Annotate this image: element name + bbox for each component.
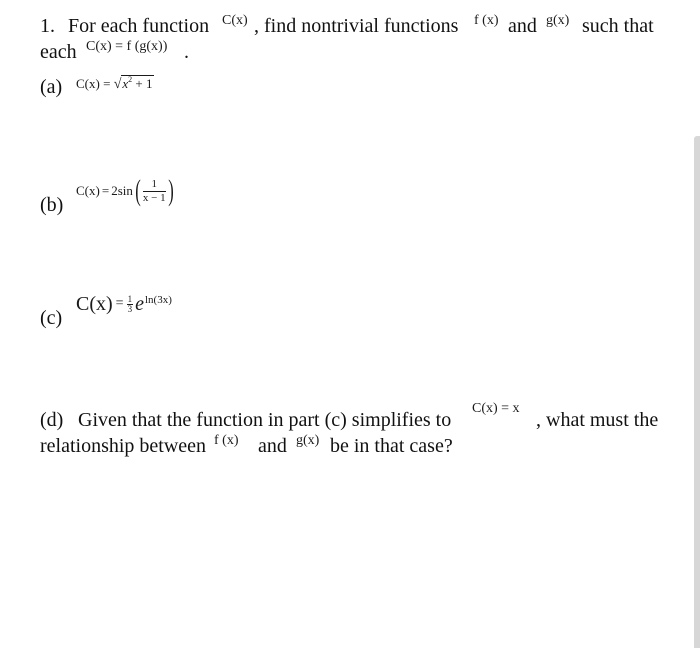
part-b-coef: 2 [111,183,118,198]
part-d-line2-text-1: relationship between [40,435,207,457]
part-a-lhs: C(x) [76,76,100,91]
part-d-simplified-math: C(x) = x [472,401,520,416]
part-b-eq: = [101,183,110,198]
g-of-x-math: g(x) [546,13,570,28]
part-b-lhs: C(x) [76,183,100,198]
intro-line2: each [40,41,77,63]
composition-math: C(x) = f (g(x)) [86,39,168,54]
intro-and: and [508,15,537,37]
c-of-x-math: C(x) [222,13,248,28]
part-c-base: e [135,293,144,315]
part-a-sqrt [114,72,154,93]
part-d-text-1: Given that the function in part (c) simplifies to [78,409,452,431]
part-a-exponent: 2 [128,75,133,84]
part-d-label: (d) [40,409,64,431]
part-c-exponent: ln(3x) [144,294,172,306]
part-d-f-of-x: f (x) [214,433,239,448]
right-paren: ) [167,174,174,207]
part-c-lhs: C(x) [76,293,113,315]
part-b-denominator: x − 1 [142,191,166,204]
part-a-radicand: x [122,76,129,91]
intro-text-1: For each function [68,15,210,37]
problem-number: 1. [40,15,55,37]
part-d-g-of-x: g(x) [296,433,320,448]
part-a-plus: + 1 [132,76,153,91]
scrollbar[interactable] [694,136,700,648]
part-a-label: (a) [40,76,63,98]
part-b-label: (b) [40,194,64,216]
part-c-frac-num: 1 [127,293,133,304]
part-d-line2-and: and [258,435,287,457]
intro-text-2: , find nontrivial functions [254,15,459,37]
part-d-text-2: , what must the [536,409,659,431]
part-c-frac-den: 3 [127,303,133,314]
part-b-equation [76,172,176,210]
part-c-equation [76,288,172,320]
left-paren: ( [135,174,141,207]
part-b-func: sin [117,183,133,198]
intro-text-3: such that [582,15,654,37]
part-a-radicand-wrap [121,75,153,91]
intro-period: . [184,41,189,63]
part-c-eq: = [115,296,124,311]
sqrt-symbol: √ [113,77,122,92]
part-c-fraction [127,295,134,314]
part-a-equation [76,72,154,93]
f-of-x-math: f (x) [474,13,499,28]
part-a-eq: = [103,76,111,91]
part-b-fraction [143,178,166,205]
part-c-label: (c) [40,307,63,329]
part-d-line2-text-2: be in that case? [330,435,453,457]
part-b-numerator: 1 [143,178,166,192]
